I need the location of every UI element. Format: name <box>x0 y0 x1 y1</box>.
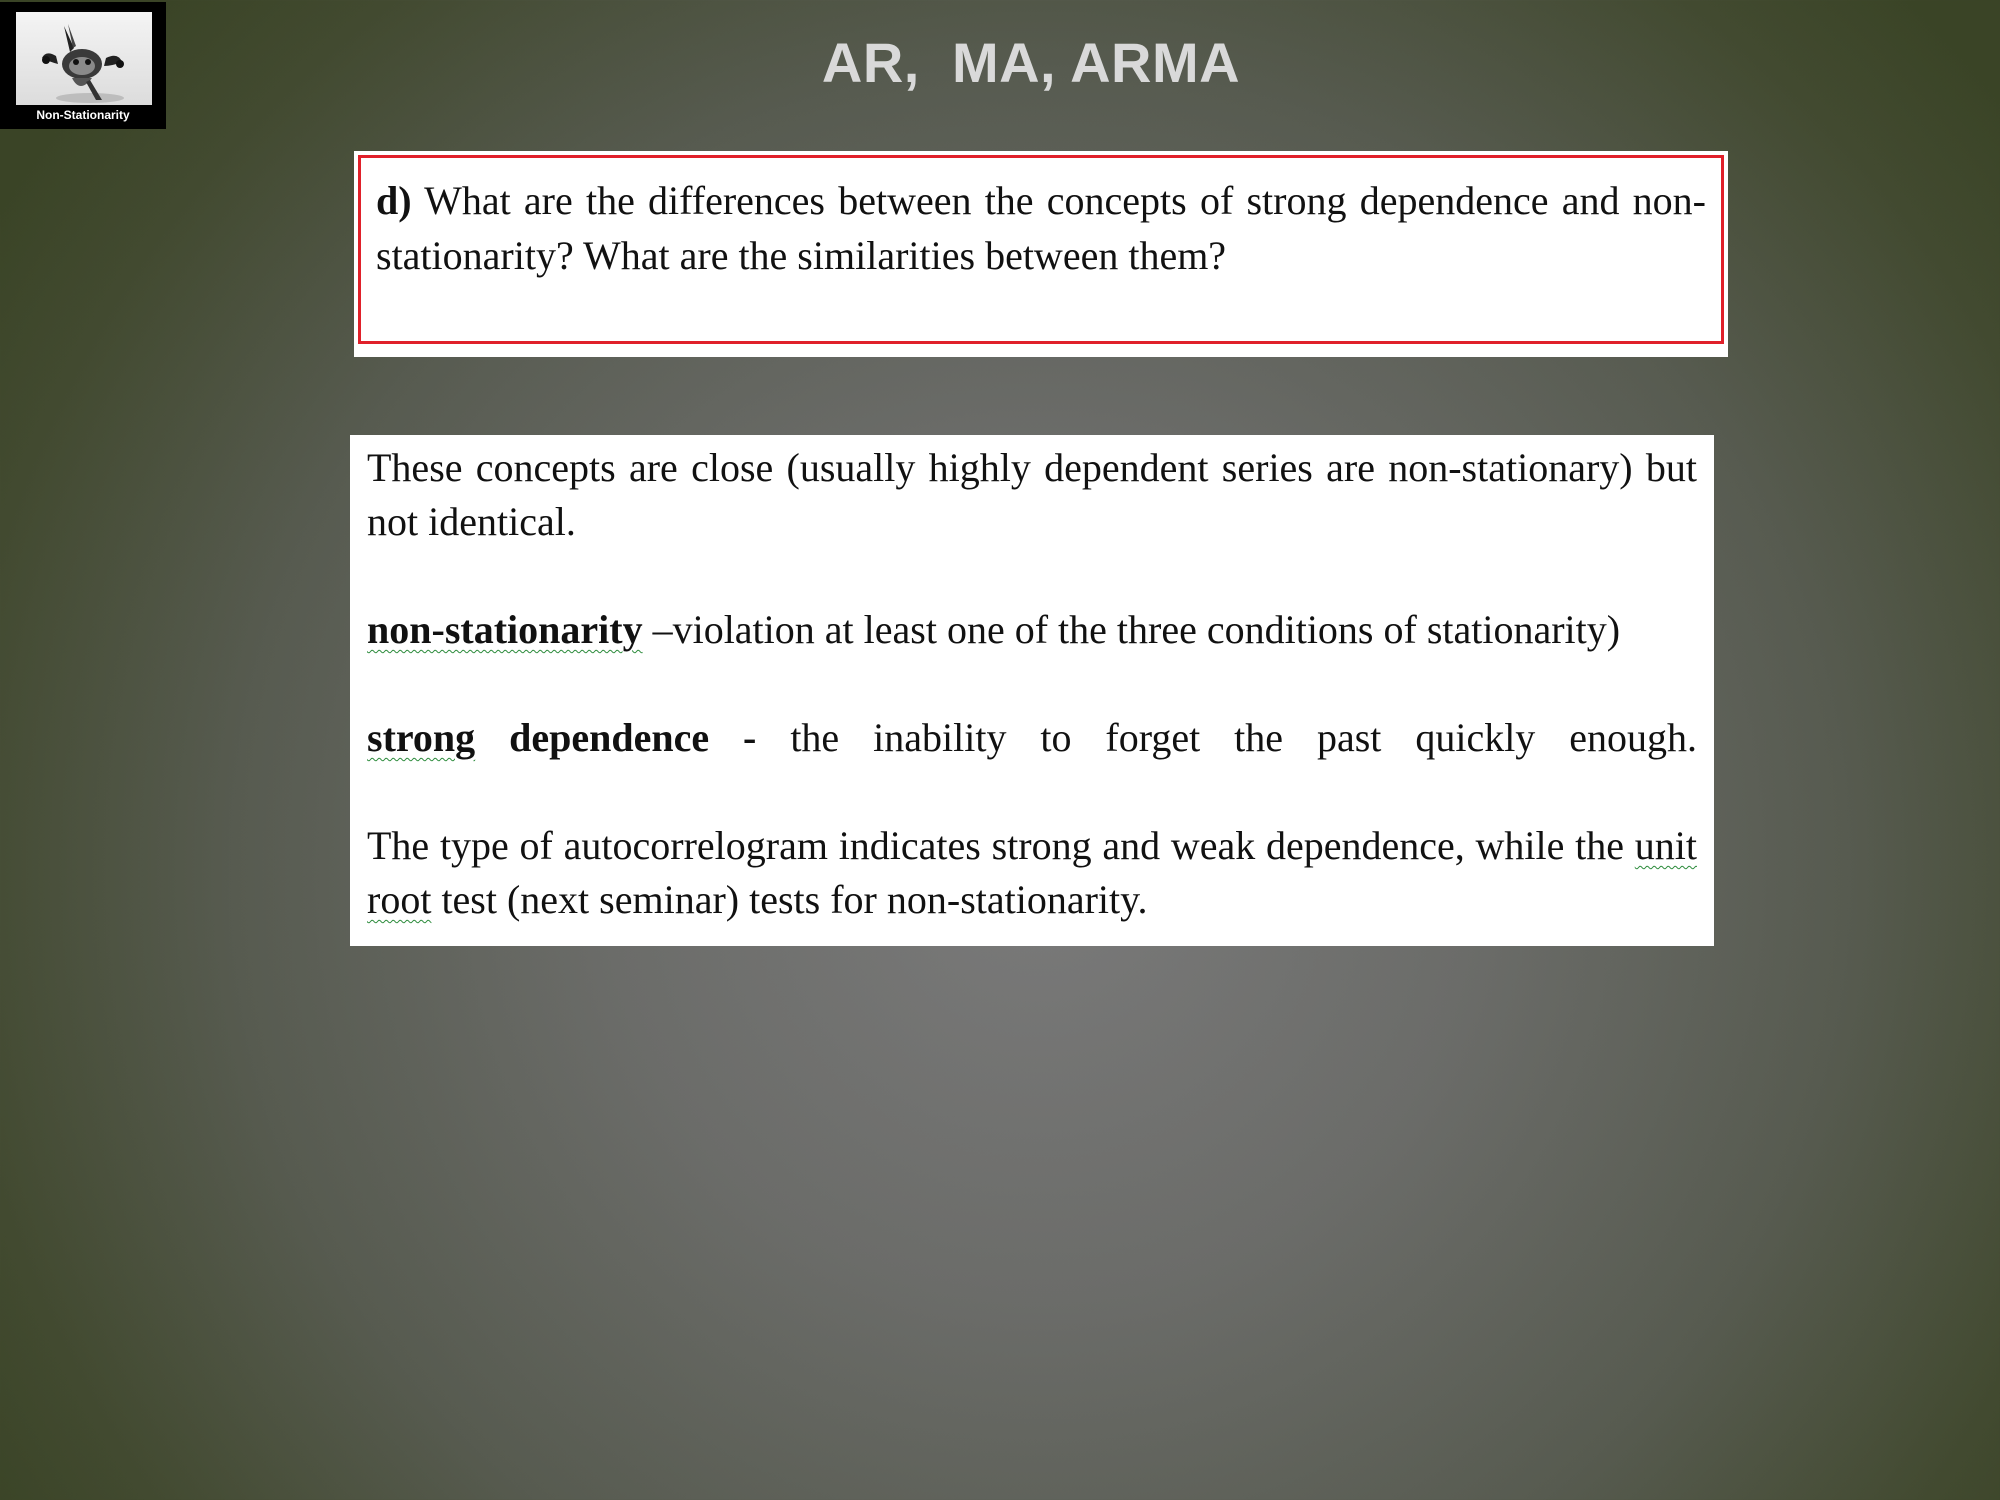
answer-nonstationarity <box>367 603 1697 657</box>
answer-conclusion <box>367 819 1697 927</box>
answer-box <box>350 435 1714 946</box>
term-unit-root: unit root <box>367 823 1697 922</box>
question-text <box>376 173 1706 283</box>
def-non-stationarity: –violation at least one of the three conditions of stationarity) <box>652 607 1621 652</box>
term-strong: strong <box>367 715 476 760</box>
term-dependence: dependence - <box>509 715 757 760</box>
answer-strong-dependence <box>367 711 1697 765</box>
question-label: d) <box>376 178 412 223</box>
question-body: What are the differences between the concepts of strong dependence and non-stationarity? What are the similarities between them? <box>376 178 1706 278</box>
logo-caption: Non-Stationarity <box>36 108 130 122</box>
question-box <box>354 151 1728 357</box>
term-non-stationarity: non-stationarity <box>367 607 643 652</box>
slide-title: AR, MA, ARMA <box>821 31 1241 94</box>
conclusion-part2: test (next seminar) tests for non-stationarity. <box>441 877 1148 922</box>
def-strong-dependence: the inability to forget the past quickly enough. <box>790 715 1697 760</box>
answer-intro: These concepts are close (usually highly dependent series are non-stationary) but not identical. <box>367 445 1697 544</box>
conclusion-part1: The type of autocorrelogram indicates strong and weak dependence, while the <box>367 823 1625 868</box>
